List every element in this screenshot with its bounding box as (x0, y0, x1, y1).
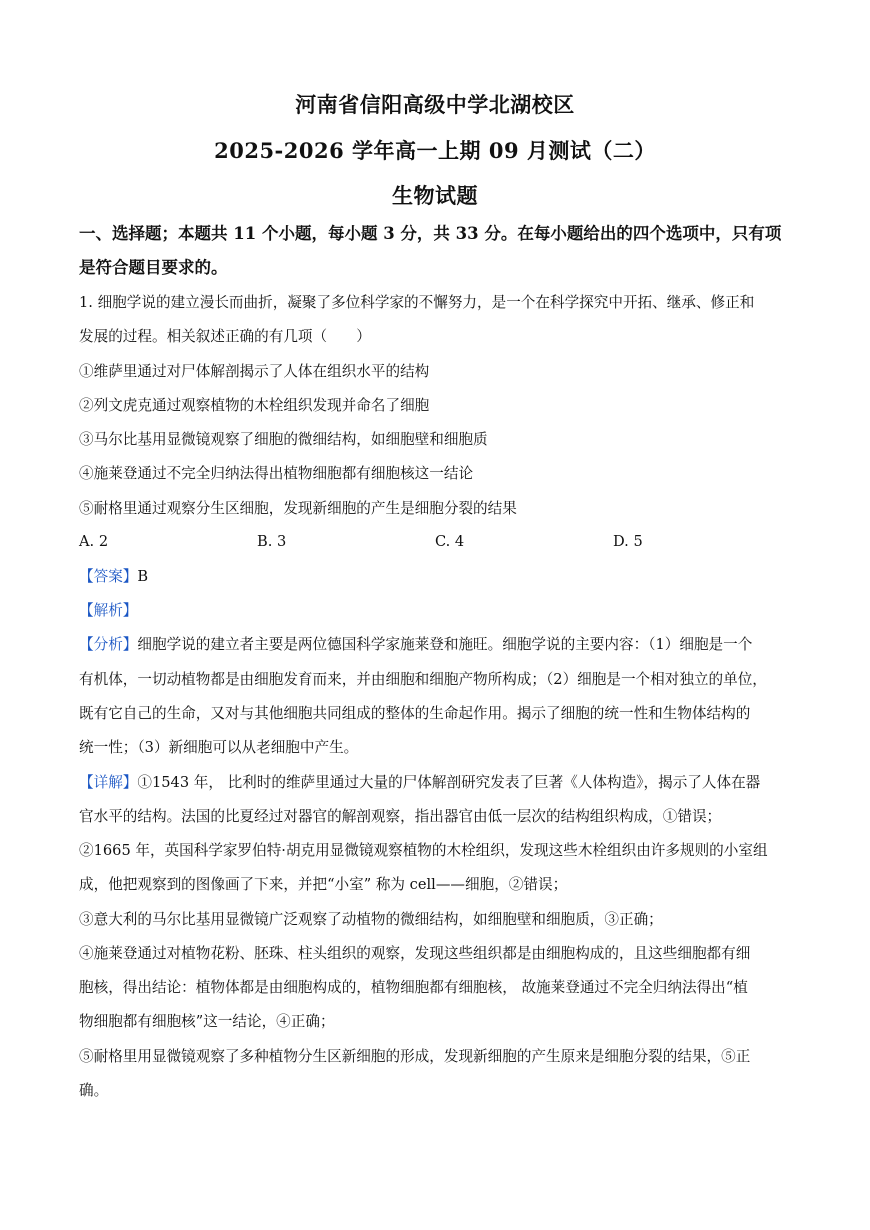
fenxi-line4: 统一性；（3）新细胞可以从老细胞中产生。 (79, 739, 359, 756)
analysis-label: 【解析】 (79, 602, 138, 619)
option-d: D. 5 (613, 533, 643, 550)
answer-label: 【答案】 (79, 568, 138, 585)
question-stem-line2: 发展的过程。相关叙述正确的有几项（ ） (79, 328, 371, 345)
statement-1: ①维萨里通过对尸体解剖揭示了人体在组织水平的结构 (79, 363, 430, 380)
section-instruction-line2: 是符合题目要求的。 (79, 258, 228, 277)
detail-line6: ④施莱登通过对植物花粉、胚珠、柱头组织的观察，发现这些组织都是由细胞构成的，且这些细胞都有细 (79, 945, 751, 962)
option-b: B. 3 (257, 533, 287, 550)
answer-value: B (137, 568, 149, 585)
detail-label: 【详解】 (79, 774, 138, 791)
detail-line7: 胞核，得出结论：植物体都是由细胞构成的，植物细胞都有细胞核， 故施莱登通过不完全归纳法得出“植 (79, 979, 748, 996)
fenxi-line1 (79, 635, 752, 655)
detail-line4: 成，他把观察到的图像画了下来，并把“小室” 称为 cell——细胞，②错误； (79, 876, 568, 893)
option-c: C. 4 (435, 533, 465, 550)
exam-title: 2025-2026 学年高一上期 09 月测试（二） (214, 138, 656, 163)
detail-line3: ②1665 年，英国科学家罗伯特·胡克用显微镜观察植物的木栓组织，发现这些木栓组织由许多规则的小室组 (79, 842, 768, 859)
question-stem-line1: 1. 细胞学说的建立漫长而曲折，凝聚了多位科学家的不懈努力，是一个在科学探究中开拓、继承、修正和 (79, 294, 755, 311)
answer-line (79, 567, 148, 587)
fenxi-line2: 有机体，一切动植物都是由细胞发育而来，并由细胞和细胞产物所构成；（2）细胞是一个相对独立的单位， (79, 671, 767, 688)
statement-3: ③马尔比基用显微镜观察了细胞的微细结构，如细胞壁和细胞质 (79, 431, 488, 448)
fenxi-label: 【分析】 (79, 636, 138, 653)
detail-line5: ③意大利的马尔比基用显微镜广泛观察了动植物的微细结构，如细胞壁和细胞质，③正确； (79, 911, 663, 928)
fenxi-text1: 细胞学说的建立者主要是两位德国科学家施莱登和施旺。细胞学说的主要内容：（1）细胞是一个 (137, 636, 753, 653)
detail-line8: 物细胞都有细胞核”这一结论，④正确； (79, 1013, 335, 1030)
statement-4: ④施莱登通过不完全归纳法得出植物细胞都有细胞核这一结论 (79, 465, 474, 482)
school-title: 河南省信阳高级中学北湖校区 (295, 92, 575, 117)
statement-2: ②列文虎克通过观察植物的木栓组织发现并命名了细胞 (79, 397, 430, 414)
fenxi-line3: 既有它自己的生命，又对与其他细胞共同组成的整体的生命起作用。揭示了细胞的统一性和生物体结构的 (79, 705, 751, 722)
statement-5: ⑤耐格里通过观察分生区细胞，发现新细胞的产生是细胞分裂的结果 (79, 500, 517, 517)
detail-text1: ①1543 年， 比利时的维萨里通过大量的尸体解剖研究发表了巨著《人体构造》，揭示了人体在器 (137, 774, 761, 791)
detail-line2: 官水平的结构。法国的比夏经过对器官的解剖观察，指出器官由低一层次的结构组织构成，①错误； (79, 808, 722, 825)
section-instruction-line1: 一、选择题；本题共 11 个小题，每小题 3 分，共 33 分。在每小题给出的四个选项中，只有项 (79, 224, 782, 243)
detail-line9: ⑤耐格里用显微镜观察了多种植物分生区新细胞的形成，发现新细胞的产生原来是细胞分裂的结果，⑤正 (79, 1048, 751, 1065)
analysis-heading (79, 601, 137, 621)
detail-line10: 确。 (79, 1082, 109, 1099)
subject-title: 生物试题 (392, 183, 478, 208)
detail-line1 (79, 773, 760, 793)
option-a: A. 2 (79, 533, 109, 550)
